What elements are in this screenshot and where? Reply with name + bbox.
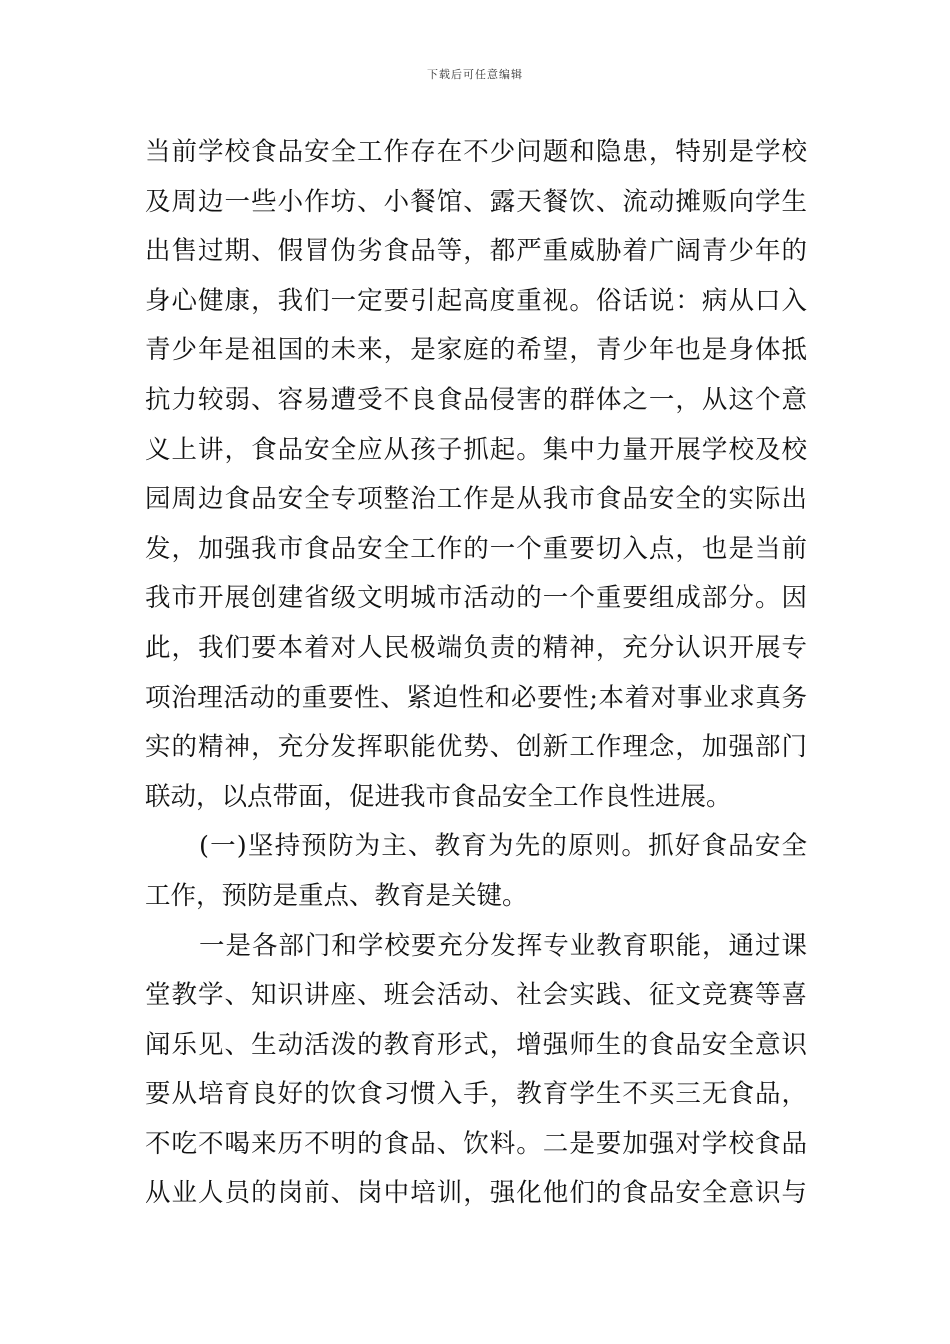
page-header-note: 下载后可任意编辑 [427,68,523,81]
text-line: 义上讲，食品安全应从孩子抓起。集中力量开展学校及校 [145,434,807,465]
text-line: 出售过期、假冒伪劣食品等，都严重威胁着广阔青少年的 [145,236,807,267]
paragraph-start-line: 一是各部门和学校要充分发挥专业教育职能，通过课 [199,930,807,961]
text-line: 实的精神，充分发挥职能优势、创新工作理念，加强部门 [145,732,807,763]
text-line: 不吃不喝来历不明的食品、饮料。二是要加强对学校食品 [145,1128,807,1159]
text-line: 身心健康，我们一定要引起高度重视。俗话说：病从口入 [145,285,807,316]
text-line: 工作，预防是重点、教育是关键。 [145,880,528,911]
text-line: 此，我们要本着对人民极端负责的精神，充分认识开展专 [145,632,807,663]
text-line: 联动，以点带面，促进我市食品安全工作良性进展。 [145,781,732,812]
text-line: 园周边食品安全专项整治工作是从我市食品安全的实际出 [145,484,807,515]
text-line: 及周边一些小作坊、小餐馆、露天餐饮、流动摊贩向学生 [145,186,807,217]
text-line: 项治理活动的重要性、紧迫性和必要性;本着对事业求真务 [145,682,807,713]
text-line: 抗力较弱、容易遭受不良食品侵害的群体之一，从这个意 [145,384,807,415]
section-heading-line: (一)坚持预防为主、教育为先的原则。抓好食品安全 [199,831,807,862]
text-line: 堂教学、知识讲座、班会活动、社会实践、征文竞赛等喜 [145,980,807,1011]
text-line: 闻乐见、生动活泼的教育形式，增强师生的食品安全意识 [145,1029,807,1060]
text-line: 我市开展创建省级文明城市活动的一个重要组成部分。因 [145,583,807,614]
text-line: 发，加强我市食品安全工作的一个重要切入点，也是当前 [145,533,807,564]
text-line: 从业人员的岗前、岗中培训，强化他们的食品安全意识与 [145,1178,807,1209]
text-line: 当前学校食品安全工作存在不少问题和隐患，特别是学校 [145,137,807,167]
text-line: 青少年是祖国的未来，是家庭的希望，青少年也是身体抵 [145,335,807,366]
text-line: 要从培育良好的饮食习惯入手，教育学生不买三无食品， [145,1079,807,1110]
document-body [145,128,807,1219]
